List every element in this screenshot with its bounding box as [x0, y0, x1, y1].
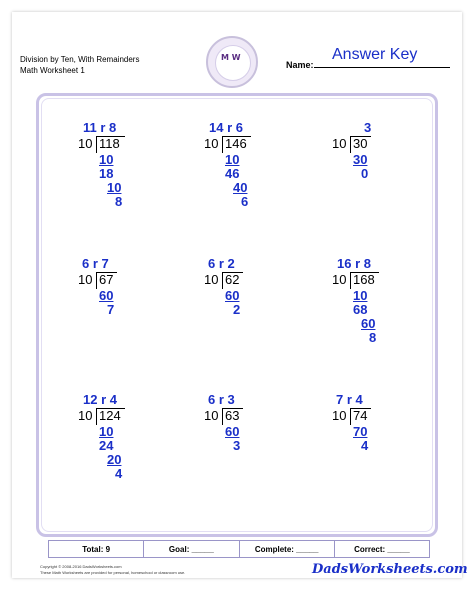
quotient: 6 r 7 [82, 256, 109, 271]
work-step: 4 [115, 466, 123, 481]
division-problem [204, 392, 314, 502]
dividend: 63 [225, 408, 240, 423]
dividend: 146 [225, 136, 247, 151]
logo-text: M W [221, 53, 241, 62]
quotient: 6 r 2 [208, 256, 235, 271]
work-step: 4 [361, 438, 369, 453]
division-problem [204, 256, 314, 366]
dividend: 124 [99, 408, 121, 423]
dividend: 30 [353, 136, 368, 151]
work-step: 3 [233, 438, 241, 453]
divisor: 10 [78, 136, 93, 151]
work-step: 60 [99, 288, 114, 303]
quotient: 11 r 8 [83, 120, 117, 135]
dividend: 67 [99, 272, 114, 287]
work-step: 10 [107, 180, 122, 195]
work-step: 40 [233, 180, 248, 195]
work-step: 10 [353, 288, 368, 303]
division-problem [332, 120, 442, 230]
goal-cell: Goal: _____ [144, 541, 239, 557]
name-label: Name: [286, 60, 314, 70]
title-line-1: Division by Ten, With Remainders [20, 55, 140, 64]
work-step: 8 [115, 194, 123, 209]
divisor: 10 [204, 136, 219, 151]
work-step: 10 [99, 152, 114, 167]
work-step: 6 [241, 194, 249, 209]
division-problem [204, 120, 314, 230]
division-problem [332, 392, 442, 502]
divisor: 10 [78, 408, 93, 423]
work-step: 60 [225, 288, 240, 303]
work-step: 24 [99, 438, 114, 453]
work-step: 30 [353, 152, 368, 167]
title-line-2: Math Worksheet 1 [20, 66, 85, 75]
work-step: 20 [107, 452, 122, 467]
work-step: 18 [99, 166, 114, 181]
work-step: 70 [353, 424, 368, 439]
worksheet-title [20, 54, 139, 76]
dividend: 118 [99, 136, 120, 151]
work-step: 2 [233, 302, 241, 317]
dividend: 74 [353, 408, 368, 423]
complete-cell: Complete: _____ [240, 541, 335, 557]
divisor: 10 [332, 408, 347, 423]
work-step: 10 [225, 152, 240, 167]
work-step: 7 [107, 302, 115, 317]
work-step: 8 [369, 330, 377, 345]
division-problem [332, 256, 442, 366]
copyright-line-1: Copyright © 2008-2016 DadsWorksheets.com [40, 564, 122, 569]
divisor: 10 [204, 272, 219, 287]
quotient: 14 r 6 [209, 120, 243, 135]
divisor: 10 [332, 136, 347, 151]
work-step: 0 [361, 166, 369, 181]
quotient: 7 r 4 [336, 392, 363, 407]
logo-inner [215, 45, 251, 81]
work-step: 46 [225, 166, 240, 181]
quotient: 3 [364, 120, 372, 135]
correct-cell: Correct: _____ [354, 544, 410, 554]
work-step: 60 [361, 316, 376, 331]
divisor: 10 [78, 272, 93, 287]
dividend: 62 [225, 272, 240, 287]
work-step: 10 [99, 424, 114, 439]
dividend: 168 [353, 272, 375, 287]
logo [206, 36, 258, 88]
divisor: 10 [204, 408, 219, 423]
work-step: 68 [353, 302, 368, 317]
brand-logo: DadsWorksheets.com [312, 562, 468, 577]
division-problem [78, 120, 188, 230]
answer-key-text: Answer Key [332, 46, 418, 63]
copyright [40, 564, 185, 576]
quotient: 12 r 4 [83, 392, 117, 407]
name-line [314, 67, 450, 68]
divisor: 10 [332, 272, 347, 287]
copyright-line-2: These Math Worksheets are provided for personal, homeschool or classroom use. [40, 570, 186, 575]
total-cell: Total: 9 [49, 541, 144, 557]
division-problem [78, 392, 188, 502]
quotient: 6 r 3 [208, 392, 235, 407]
division-problem [78, 256, 188, 366]
score-footer [48, 540, 430, 558]
quotient: 16 r 8 [337, 256, 371, 271]
work-step: 60 [225, 424, 240, 439]
